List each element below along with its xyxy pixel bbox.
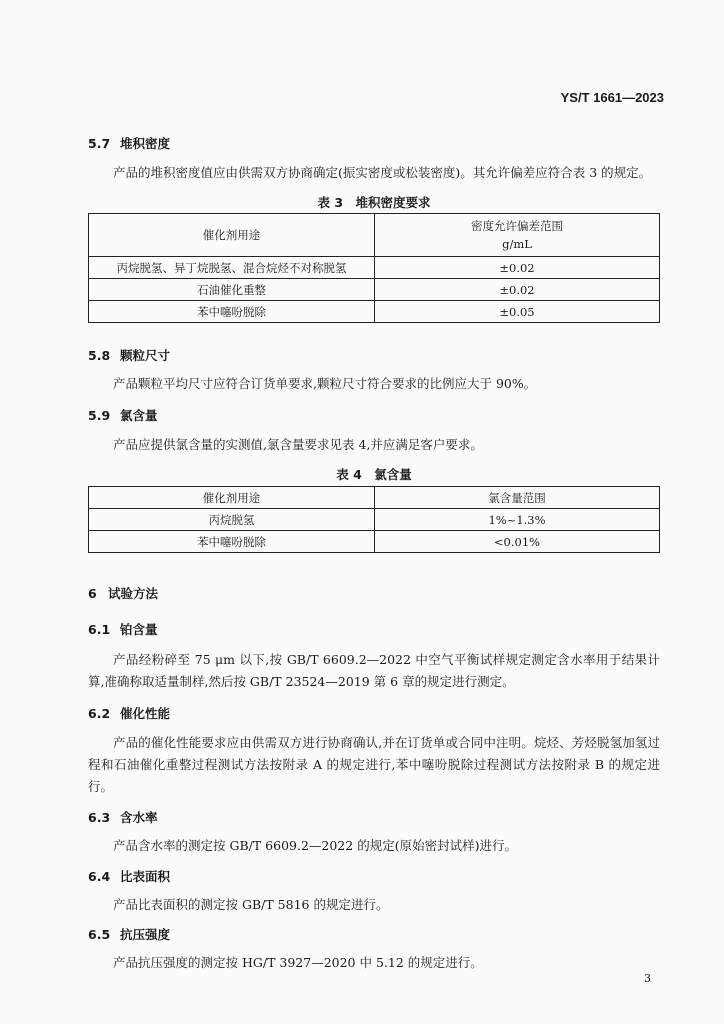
chapter-6-heading bbox=[88, 584, 158, 602]
section-number: 5.7 bbox=[88, 136, 111, 151]
section-6-5-text: 产品抗压强度的测定按 HG/T 3927—2020 中 5.12 的规定进行。 bbox=[113, 955, 483, 970]
section-5-9-heading bbox=[88, 406, 158, 424]
table-row bbox=[89, 509, 660, 531]
section-number: 6.3 bbox=[88, 810, 111, 825]
section-6-2-heading bbox=[88, 704, 170, 722]
section-title: 氯含量 bbox=[120, 408, 158, 423]
table-4-caption: 表 4 氯含量 bbox=[336, 467, 412, 482]
table-3-caption: 表 3 堆积密度要求 bbox=[317, 195, 431, 210]
table-row bbox=[89, 301, 660, 323]
section-number: 6.1 bbox=[88, 622, 111, 637]
header-line: 密度允许偏差范围 bbox=[471, 219, 563, 233]
section-number: 5.8 bbox=[88, 348, 111, 363]
section-6-1-text: 产品经粉碎至 75 μm 以下,按 GB/T 6609.2—2022 中空气平衡试样规定测定含水率用于结果计算,准确称取适量制样,然后按 GB/T 23524—2019 第 6 章的规定进行测定。 bbox=[88, 652, 660, 689]
section-6-3-heading bbox=[88, 808, 158, 826]
table-cell: 苯中噻吩脱除 bbox=[89, 301, 375, 323]
table-cell: ±0.02 bbox=[375, 257, 660, 279]
table-cell: ±0.02 bbox=[375, 279, 660, 301]
section-5-7-text: 产品的堆积密度值应由供需双方协商确定(振实密度或松装密度)。其允许偏差应符合表 3 的规定。 bbox=[113, 165, 652, 180]
section-6-2-text: 产品的催化性能要求应由供需双方进行协商确认,并在订货单或合同中注明。烷烃、芳烃脱氢加氢过程和石油催化重整过程测试方法按附录 A 的规定进行,苯中噻吩脱除过程测试方法按附录 B 的规定进行。 bbox=[88, 735, 660, 794]
table-cell: ±0.05 bbox=[375, 301, 660, 323]
table-header-cell: 氯含量范围 bbox=[375, 487, 660, 509]
section-number: 6.5 bbox=[88, 927, 111, 942]
section-title: 抗压强度 bbox=[120, 927, 171, 942]
table-header-row bbox=[89, 214, 660, 257]
section-5-7-heading bbox=[88, 134, 170, 152]
table-header-cell: 催化剂用途 bbox=[89, 214, 375, 257]
table-cell: 石油催化重整 bbox=[89, 279, 375, 301]
table-cell: <0.01% bbox=[375, 531, 660, 553]
section-6-1-heading bbox=[88, 620, 158, 638]
table-3 bbox=[88, 213, 660, 323]
table-4 bbox=[88, 486, 660, 553]
section-6-4-text: 产品比表面积的测定按 GB/T 5816 的规定进行。 bbox=[113, 897, 389, 912]
section-number: 6.4 bbox=[88, 869, 111, 884]
table-cell: 1%~1.3% bbox=[375, 509, 660, 531]
header-unit: g/mL bbox=[502, 237, 532, 251]
table-header-cell: 催化剂用途 bbox=[89, 487, 375, 509]
standard-code: YS/T 1661—2023 bbox=[560, 90, 664, 105]
section-title: 催化性能 bbox=[120, 706, 171, 721]
section-6-4-heading bbox=[88, 867, 170, 885]
section-number: 6 bbox=[88, 586, 97, 601]
page-number: 3 bbox=[644, 972, 651, 985]
section-5-8-heading bbox=[88, 346, 170, 364]
section-6-5-heading bbox=[88, 925, 170, 943]
section-number: 6.2 bbox=[88, 706, 111, 721]
table-row bbox=[89, 257, 660, 279]
section-6-3-text: 产品含水率的测定按 GB/T 6609.2—2022 的规定(原始密封试样)进行。 bbox=[113, 838, 517, 853]
section-5-9-text: 产品应提供氯含量的实测值,氯含量要求见表 4,并应满足客户要求。 bbox=[113, 437, 483, 452]
section-title: 堆积密度 bbox=[120, 136, 171, 151]
section-title: 比表面积 bbox=[120, 869, 171, 884]
section-title: 颗粒尺寸 bbox=[120, 348, 171, 363]
section-number: 5.9 bbox=[88, 408, 111, 423]
section-title: 含水率 bbox=[120, 810, 158, 825]
table-cell: 丙烷脱氢 bbox=[89, 509, 375, 531]
section-title: 铂含量 bbox=[120, 622, 158, 637]
table-header-cell bbox=[375, 214, 660, 257]
table-cell: 丙烷脱氢、异丁烷脱氢、混合烷烃不对称脱氢 bbox=[89, 257, 375, 279]
table-cell: 苯中噻吩脱除 bbox=[89, 531, 375, 553]
table-row bbox=[89, 279, 660, 301]
table-header-row bbox=[89, 487, 660, 509]
table-row bbox=[89, 531, 660, 553]
section-5-8-text: 产品颗粒平均尺寸应符合订货单要求,颗粒尺寸符合要求的比例应大于 90%。 bbox=[113, 376, 537, 391]
section-title: 试验方法 bbox=[108, 586, 159, 601]
